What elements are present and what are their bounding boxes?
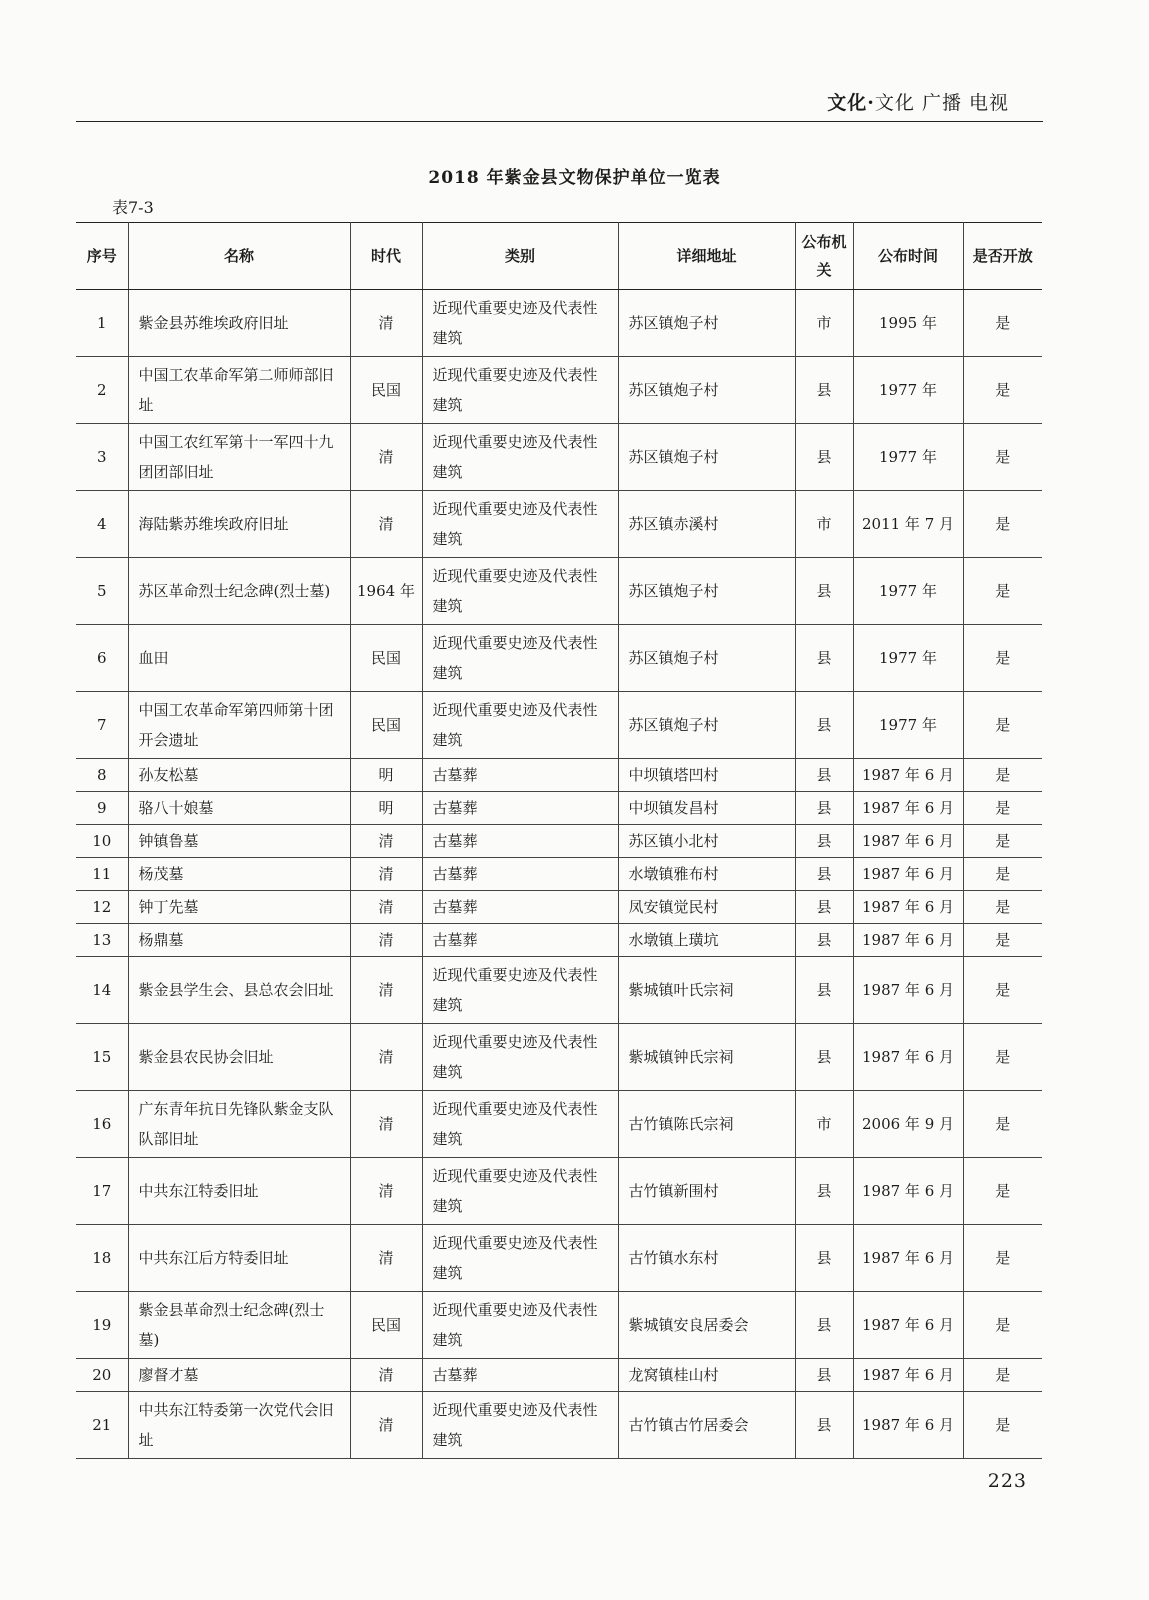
cell-name: 孙友松墓 [128, 759, 350, 792]
cell-authority: 县 [795, 558, 853, 625]
cell-authority: 县 [795, 1392, 853, 1459]
cell-date: 1987 年 6 月 [853, 924, 963, 957]
cell-era: 清 [350, 891, 422, 924]
cell-category: 古墓葬 [422, 858, 618, 891]
cell-open: 是 [963, 924, 1042, 957]
cell-category: 近现代重要史迹及代表性建筑 [422, 558, 618, 625]
cell-name: 钟丁先墓 [128, 891, 350, 924]
cell-date: 1995 年 [853, 290, 963, 357]
cell-address: 古竹镇陈氏宗祠 [618, 1091, 795, 1158]
cell-era: 民国 [350, 625, 422, 692]
cell-open: 是 [963, 1091, 1042, 1158]
cell-era: 清 [350, 290, 422, 357]
cell-era: 民国 [350, 357, 422, 424]
cell-name: 紫金县苏维埃政府旧址 [128, 290, 350, 357]
cell-authority: 县 [795, 424, 853, 491]
cell-index: 9 [76, 792, 128, 825]
cell-index: 1 [76, 290, 128, 357]
cell-category: 古墓葬 [422, 825, 618, 858]
table-row [76, 424, 1042, 491]
table-row [76, 1392, 1042, 1459]
table-row [76, 825, 1042, 858]
cell-open: 是 [963, 1292, 1042, 1359]
table-row [76, 759, 1042, 792]
cell-era: 清 [350, 1359, 422, 1392]
cell-era: 清 [350, 825, 422, 858]
cell-date: 1987 年 6 月 [853, 1359, 963, 1392]
table-row [76, 1292, 1042, 1359]
cell-index: 11 [76, 858, 128, 891]
cell-era: 民国 [350, 1292, 422, 1359]
cell-index: 8 [76, 759, 128, 792]
cell-authority: 县 [795, 357, 853, 424]
col-header-address: 详细地址 [618, 223, 795, 290]
cell-address: 中坝镇塔凹村 [618, 759, 795, 792]
cell-open: 是 [963, 1359, 1042, 1392]
table-row [76, 692, 1042, 759]
cell-open: 是 [963, 491, 1042, 558]
cell-index: 3 [76, 424, 128, 491]
running-header-bold: 文化· [827, 92, 875, 114]
table-row [76, 1158, 1042, 1225]
cell-open: 是 [963, 290, 1042, 357]
cell-address: 古竹镇水东村 [618, 1225, 795, 1292]
cell-date: 1987 年 6 月 [853, 891, 963, 924]
cell-address: 中坝镇发昌村 [618, 792, 795, 825]
scan-artifact [462, 4, 612, 18]
document-title: 2018 年紫金县文物保护单位一览表 [428, 168, 721, 188]
col-header-index: 序号 [76, 223, 128, 290]
cell-name: 中共东江特委第一次党代会旧址 [128, 1392, 350, 1459]
cell-name: 杨鼎墓 [128, 924, 350, 957]
cell-date: 1987 年 6 月 [853, 1392, 963, 1459]
cell-name: 广东青年抗日先锋队紫金支队队部旧址 [128, 1091, 350, 1158]
cell-open: 是 [963, 759, 1042, 792]
cell-category: 古墓葬 [422, 924, 618, 957]
table-row [76, 924, 1042, 957]
cell-open: 是 [963, 625, 1042, 692]
cell-category: 近现代重要史迹及代表性建筑 [422, 1292, 618, 1359]
cell-address: 紫城镇钟氏宗祠 [618, 1024, 795, 1091]
table-label: 表7-3 [112, 198, 154, 217]
cell-category: 近现代重要史迹及代表性建筑 [422, 357, 618, 424]
cell-name: 廖督才墓 [128, 1359, 350, 1392]
table-row [76, 1359, 1042, 1392]
cell-date: 1987 年 6 月 [853, 858, 963, 891]
cell-address: 苏区镇炮子村 [618, 424, 795, 491]
cell-open: 是 [963, 792, 1042, 825]
cell-name: 苏区革命烈士纪念碑(烈士墓) [128, 558, 350, 625]
cell-era: 明 [350, 792, 422, 825]
cell-era: 清 [350, 858, 422, 891]
header-rule [76, 121, 1043, 122]
table-row [76, 357, 1042, 424]
cell-address: 紫城镇叶氏宗祠 [618, 957, 795, 1024]
cell-category: 近现代重要史迹及代表性建筑 [422, 1024, 618, 1091]
cell-authority: 县 [795, 759, 853, 792]
cell-index: 7 [76, 692, 128, 759]
table-row [76, 858, 1042, 891]
table-row [76, 957, 1042, 1024]
cell-name: 中共东江特委旧址 [128, 1158, 350, 1225]
cell-address: 苏区镇赤溪村 [618, 491, 795, 558]
cell-category: 近现代重要史迹及代表性建筑 [422, 625, 618, 692]
cell-open: 是 [963, 1392, 1042, 1459]
cell-authority: 市 [795, 290, 853, 357]
cell-open: 是 [963, 891, 1042, 924]
cell-open: 是 [963, 558, 1042, 625]
cell-era: 清 [350, 1392, 422, 1459]
cell-era: 清 [350, 491, 422, 558]
cell-address: 苏区镇炮子村 [618, 558, 795, 625]
cell-category: 近现代重要史迹及代表性建筑 [422, 1091, 618, 1158]
cell-category: 近现代重要史迹及代表性建筑 [422, 1158, 618, 1225]
cell-index: 4 [76, 491, 128, 558]
cell-name: 中国工农红军第十一军四十九团团部旧址 [128, 424, 350, 491]
cell-index: 13 [76, 924, 128, 957]
cell-authority: 县 [795, 1359, 853, 1392]
col-header-open: 是否开放 [963, 223, 1042, 290]
cell-authority: 县 [795, 625, 853, 692]
cell-address: 苏区镇小北村 [618, 825, 795, 858]
col-header-category: 类别 [422, 223, 618, 290]
cell-date: 1977 年 [853, 558, 963, 625]
heritage-table [76, 222, 1042, 1459]
cell-address: 苏区镇炮子村 [618, 692, 795, 759]
cell-authority: 县 [795, 692, 853, 759]
cell-date: 1987 年 6 月 [853, 825, 963, 858]
cell-address: 紫城镇安良居委会 [618, 1292, 795, 1359]
cell-index: 16 [76, 1091, 128, 1158]
cell-date: 1977 年 [853, 357, 963, 424]
cell-index: 19 [76, 1292, 128, 1359]
cell-index: 2 [76, 357, 128, 424]
table-row [76, 891, 1042, 924]
cell-category: 近现代重要史迹及代表性建筑 [422, 1392, 618, 1459]
cell-name: 血田 [128, 625, 350, 692]
cell-date: 1987 年 6 月 [853, 792, 963, 825]
cell-open: 是 [963, 1158, 1042, 1225]
cell-index: 6 [76, 625, 128, 692]
cell-address: 凤安镇觉民村 [618, 891, 795, 924]
cell-name: 杨茂墓 [128, 858, 350, 891]
heritage-table-container [76, 222, 1042, 1459]
table-row [76, 792, 1042, 825]
cell-era: 清 [350, 924, 422, 957]
cell-open: 是 [963, 825, 1042, 858]
cell-era: 民国 [350, 692, 422, 759]
cell-index: 15 [76, 1024, 128, 1091]
col-header-authority: 公布机关 [795, 223, 853, 290]
cell-era: 清 [350, 1024, 422, 1091]
cell-era: 清 [350, 1091, 422, 1158]
cell-index: 17 [76, 1158, 128, 1225]
cell-authority: 市 [795, 491, 853, 558]
cell-address: 苏区镇炮子村 [618, 625, 795, 692]
cell-open: 是 [963, 692, 1042, 759]
cell-index: 5 [76, 558, 128, 625]
cell-name: 紫金县农民协会旧址 [128, 1024, 350, 1091]
cell-date: 1987 年 6 月 [853, 1024, 963, 1091]
col-header-era: 时代 [350, 223, 422, 290]
cell-authority: 县 [795, 1292, 853, 1359]
cell-name: 中国工农革命军第二师师部旧址 [128, 357, 350, 424]
cell-index: 21 [76, 1392, 128, 1459]
cell-date: 1987 年 6 月 [853, 759, 963, 792]
cell-date: 1977 年 [853, 424, 963, 491]
table-header [76, 223, 1042, 290]
cell-index: 18 [76, 1225, 128, 1292]
cell-category: 近现代重要史迹及代表性建筑 [422, 1225, 618, 1292]
cell-authority: 县 [795, 1225, 853, 1292]
table-header-row [76, 223, 1042, 290]
cell-authority: 县 [795, 1024, 853, 1091]
cell-category: 近现代重要史迹及代表性建筑 [422, 290, 618, 357]
cell-date: 1977 年 [853, 692, 963, 759]
cell-open: 是 [963, 957, 1042, 1024]
table-row [76, 558, 1042, 625]
table-row [76, 1225, 1042, 1292]
table-row [76, 625, 1042, 692]
cell-name: 紫金县学生会、县总农会旧址 [128, 957, 350, 1024]
cell-authority: 市 [795, 1091, 853, 1158]
cell-date: 2006 年 9 月 [853, 1091, 963, 1158]
cell-category: 古墓葬 [422, 759, 618, 792]
running-header [827, 88, 1009, 115]
running-header-rest: 文化 广播 电视 [874, 92, 1009, 114]
cell-address: 古竹镇新围村 [618, 1158, 795, 1225]
cell-era: 清 [350, 957, 422, 1024]
cell-authority: 县 [795, 957, 853, 1024]
cell-authority: 县 [795, 858, 853, 891]
cell-date: 1987 年 6 月 [853, 1158, 963, 1225]
col-header-name: 名称 [128, 223, 350, 290]
cell-authority: 县 [795, 891, 853, 924]
cell-era: 明 [350, 759, 422, 792]
cell-open: 是 [963, 1024, 1042, 1091]
cell-index: 14 [76, 957, 128, 1024]
cell-date: 1987 年 6 月 [853, 1292, 963, 1359]
cell-name: 骆八十娘墓 [128, 792, 350, 825]
cell-open: 是 [963, 424, 1042, 491]
cell-date: 2011 年 7 月 [853, 491, 963, 558]
cell-era: 清 [350, 1225, 422, 1292]
cell-index: 12 [76, 891, 128, 924]
cell-era: 1964 年 [350, 558, 422, 625]
cell-index: 10 [76, 825, 128, 858]
cell-category: 近现代重要史迹及代表性建筑 [422, 424, 618, 491]
cell-name: 海陆紫苏维埃政府旧址 [128, 491, 350, 558]
table-body [76, 290, 1042, 1459]
cell-date: 1987 年 6 月 [853, 1225, 963, 1292]
page-number: 223 [987, 1470, 1027, 1492]
cell-authority: 县 [795, 792, 853, 825]
cell-category: 古墓葬 [422, 1359, 618, 1392]
cell-authority: 县 [795, 825, 853, 858]
cell-index: 20 [76, 1359, 128, 1392]
cell-name: 中国工农革命军第四师第十团开会遗址 [128, 692, 350, 759]
cell-authority: 县 [795, 1158, 853, 1225]
col-header-date: 公布时间 [853, 223, 963, 290]
cell-address: 苏区镇炮子村 [618, 290, 795, 357]
cell-open: 是 [963, 1225, 1042, 1292]
cell-era: 清 [350, 1158, 422, 1225]
cell-address: 苏区镇炮子村 [618, 357, 795, 424]
cell-address: 水墩镇上璜坑 [618, 924, 795, 957]
cell-date: 1987 年 6 月 [853, 957, 963, 1024]
cell-name: 钟镇鲁墓 [128, 825, 350, 858]
cell-authority: 县 [795, 924, 853, 957]
cell-open: 是 [963, 858, 1042, 891]
cell-address: 水墩镇雅布村 [618, 858, 795, 891]
cell-date: 1977 年 [853, 625, 963, 692]
cell-category: 近现代重要史迹及代表性建筑 [422, 692, 618, 759]
table-row [76, 1091, 1042, 1158]
cell-name: 紫金县革命烈士纪念碑(烈士墓) [128, 1292, 350, 1359]
table-row [76, 1024, 1042, 1091]
table-row [76, 491, 1042, 558]
cell-era: 清 [350, 424, 422, 491]
table-row [76, 290, 1042, 357]
cell-address: 龙窝镇桂山村 [618, 1359, 795, 1392]
cell-category: 古墓葬 [422, 891, 618, 924]
cell-category: 古墓葬 [422, 792, 618, 825]
cell-address: 古竹镇古竹居委会 [618, 1392, 795, 1459]
cell-name: 中共东江后方特委旧址 [128, 1225, 350, 1292]
cell-open: 是 [963, 357, 1042, 424]
cell-category: 近现代重要史迹及代表性建筑 [422, 957, 618, 1024]
cell-category: 近现代重要史迹及代表性建筑 [422, 491, 618, 558]
